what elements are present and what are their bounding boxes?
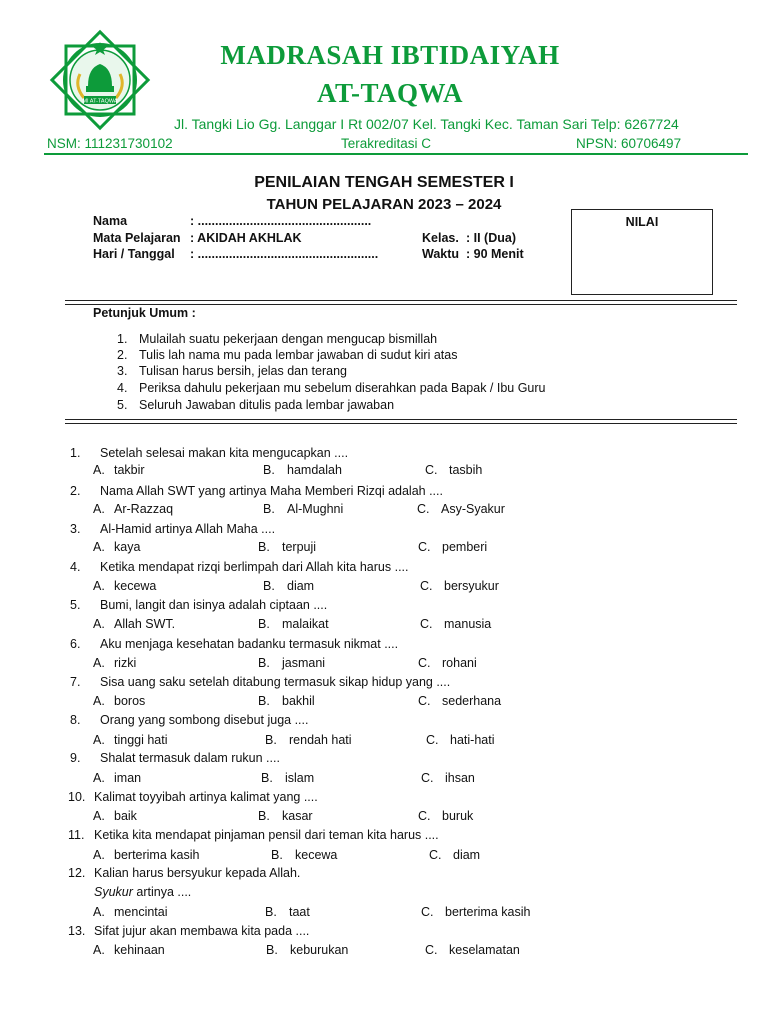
option-b-letter[interactable]: B. — [261, 771, 273, 785]
option-b-text[interactable]: rendah hati — [289, 733, 352, 747]
option-a-text[interactable]: Ar-Razzaq — [114, 502, 174, 516]
option-a-text[interactable]: Allah SWT. — [114, 617, 176, 631]
question-text: Ketika mendapat rizqi berlimpah dari Allah kita harus .... — [100, 560, 409, 574]
exam-year: TAHUN PELAJARAN 2023 – 2024 — [266, 196, 502, 213]
class-label: Kelas. — [422, 231, 459, 245]
option-a-letter[interactable]: A. — [93, 656, 105, 670]
option-b-letter[interactable]: B. — [265, 733, 277, 747]
option-a-text[interactable]: kecewa — [114, 579, 157, 593]
question-text: Sifat jujur akan membawa kita pada .... — [94, 924, 310, 938]
option-c-text[interactable]: buruk — [442, 809, 474, 823]
option-c-letter[interactable]: C. — [421, 771, 434, 785]
option-c-letter[interactable]: C. — [418, 809, 431, 823]
option-a-text[interactable]: kehinaan — [114, 943, 165, 957]
option-c-text[interactable]: bersyukur — [444, 579, 499, 593]
option-c-letter[interactable]: C. — [420, 617, 433, 631]
nsm-number: NSM: 111231730102 — [47, 136, 173, 151]
date-label: Hari / Tanggal — [93, 247, 175, 261]
option-c-text[interactable]: Asy-Syakur — [441, 502, 505, 516]
option-a-text[interactable]: tinggi hati — [114, 733, 168, 747]
option-a-text[interactable]: rizki — [114, 656, 137, 670]
option-c-text[interactable]: manusia — [444, 617, 492, 631]
option-a-text[interactable]: iman — [114, 771, 142, 785]
option-b-letter[interactable]: B. — [258, 617, 270, 631]
question-number: 12. — [68, 866, 86, 880]
option-c-letter[interactable]: C. — [418, 656, 431, 670]
question-text: Sisa uang saku setelah ditabung termasuk sikap hidup yang .... — [100, 675, 451, 689]
name-label: Nama — [93, 214, 128, 228]
option-c-letter[interactable]: C. — [425, 943, 438, 957]
option-b-text[interactable]: hamdalah — [287, 463, 342, 477]
question-number: 10. — [68, 790, 86, 804]
option-a-letter[interactable]: A. — [93, 848, 105, 862]
class-value: : II (Dua) — [466, 231, 516, 245]
instruction-item: Mulailah suatu pekerjaan dengan mengucap bismillah — [139, 332, 438, 346]
question-number: 3. — [70, 522, 81, 536]
question-text: Kalian harus bersyukur kepada Allah. — [94, 866, 301, 880]
option-c-text[interactable]: ihsan — [445, 771, 475, 785]
question-text: Kalimat toyyibah artinya kalimat yang .... — [94, 790, 318, 804]
question-text-line2 — [94, 885, 191, 899]
instruction-number: 2. — [117, 348, 128, 362]
question-number: 5. — [70, 598, 81, 612]
option-b-letter[interactable]: B. — [263, 463, 275, 477]
option-b-letter[interactable]: B. — [271, 848, 283, 862]
instruction-number: 1. — [117, 332, 128, 346]
option-c-letter[interactable]: C. — [418, 694, 431, 708]
question-number: 6. — [70, 637, 81, 651]
option-a-text[interactable]: takbir — [114, 463, 145, 477]
option-a-letter[interactable]: A. — [93, 694, 105, 708]
school-name-line1: MADRASAH IBTIDAIYAH — [220, 40, 560, 70]
instruction-number: 3. — [117, 364, 128, 378]
instruction-item: Periksa dahulu pekerjaan mu sebelum diserahkan pada Bapak / Ibu Guru — [139, 381, 546, 395]
date-field[interactable]: : .................................................... — [190, 247, 379, 261]
option-c-letter[interactable]: C. — [421, 905, 434, 919]
instruction-item: Tulis lah nama mu pada lembar jawaban di sudut kiri atas — [139, 348, 458, 362]
time-label: Waktu — [422, 247, 460, 261]
score-box[interactable] — [571, 209, 713, 295]
option-b-text[interactable]: bakhil — [282, 694, 315, 708]
school-logo — [44, 24, 156, 136]
option-a-text[interactable]: kaya — [114, 540, 141, 554]
option-c-letter[interactable]: C. — [420, 579, 433, 593]
header-divider — [44, 153, 748, 155]
option-b-text[interactable]: jasmani — [282, 656, 326, 670]
option-a-letter[interactable]: A. — [93, 905, 105, 919]
option-c-text[interactable]: rohani — [442, 656, 477, 670]
option-a-letter[interactable]: A. — [93, 502, 105, 516]
option-c-text[interactable]: hati-hati — [450, 733, 495, 747]
option-b-letter[interactable]: B. — [258, 656, 270, 670]
option-a-text[interactable]: baik — [114, 809, 137, 823]
option-a-text[interactable]: berterima kasih — [114, 848, 200, 862]
option-c-letter[interactable]: C. — [426, 733, 439, 747]
option-b-letter[interactable]: B. — [258, 809, 270, 823]
option-b-text[interactable]: malaikat — [282, 617, 329, 631]
option-b-text[interactable]: diam — [287, 579, 315, 593]
accreditation-status: Terakreditasi C — [341, 136, 432, 151]
instruction-item: Seluruh Jawaban ditulis pada lembar jawaban — [139, 398, 395, 412]
question-text: Aku menjaga kesehatan badanku termasuk nikmat .... — [100, 637, 399, 651]
question-text: Orang yang sombong disebut juga .... — [100, 713, 309, 727]
option-a-letter[interactable]: A. — [93, 463, 105, 477]
npsn-number: NPSN: 60706497 — [576, 136, 682, 151]
question-text-italic: Syukur — [94, 885, 133, 899]
instruction-number: 5. — [117, 398, 128, 412]
option-b-letter[interactable]: B. — [263, 502, 275, 516]
option-b-letter[interactable]: B. — [258, 540, 270, 554]
option-a-letter[interactable]: A. — [93, 617, 105, 631]
instructions-heading: Petunjuk Umum : — [93, 306, 196, 320]
option-b-letter[interactable]: B. — [258, 694, 270, 708]
question-text: Setelah selesai makan kita mengucapkan .... — [100, 446, 349, 460]
option-b-text[interactable]: islam — [285, 771, 315, 785]
score-label: NILAI — [625, 215, 659, 229]
school-address: Jl. Tangki Lio Gg. Langgar I Rt 002/07 Kel. Tangki Kec. Taman Sari Telp: 6267724 — [174, 116, 679, 132]
question-number: 13. — [68, 924, 86, 938]
question-number: 2. — [70, 484, 81, 498]
instruction-number: 4. — [117, 381, 128, 395]
option-c-text[interactable]: diam — [453, 848, 481, 862]
option-c-text[interactable]: pemberi — [442, 540, 488, 554]
question-text: Shalat termasuk dalam rukun .... — [100, 751, 280, 765]
question-number: 8. — [70, 713, 81, 727]
option-c-letter[interactable]: C. — [418, 540, 431, 554]
option-a-letter[interactable]: A. — [93, 943, 105, 957]
option-b-letter[interactable]: B. — [265, 905, 277, 919]
option-b-text[interactable]: keburukan — [290, 943, 349, 957]
option-b-text[interactable]: kecewa — [295, 848, 338, 862]
question-text: Al-Hamid artinya Allah Maha .... — [100, 522, 276, 536]
question-number: 11. — [68, 828, 85, 842]
option-c-text[interactable]: tasbih — [449, 463, 483, 477]
school-name-line2: AT-TAQWA — [316, 78, 464, 108]
option-a-letter[interactable]: A. — [93, 733, 105, 747]
svg-text:MI AT-TAQWA: MI AT-TAQWA — [82, 98, 118, 105]
subject-value: : AKIDAH AKHLAK — [190, 231, 302, 245]
instruction-item: Tulisan harus bersih, jelas dan terang — [139, 364, 347, 378]
subject-label: Mata Pelajaran — [93, 231, 181, 245]
option-b-text[interactable]: Al-Mughni — [287, 502, 344, 516]
question-text: Nama Allah SWT yang artinya Maha Memberi Rizqi adalah .... — [100, 484, 443, 498]
option-b-text[interactable]: taat — [289, 905, 310, 919]
exam-title: PENILAIAN TENGAH SEMESTER I — [254, 174, 514, 191]
option-c-letter[interactable]: C. — [417, 502, 430, 516]
option-a-text[interactable]: mencintai — [114, 905, 168, 919]
option-b-letter[interactable]: B. — [266, 943, 278, 957]
option-b-text[interactable]: terpuji — [282, 540, 317, 554]
option-a-text[interactable]: boros — [114, 694, 146, 708]
question-text: Bumi, langit dan isinya adalah ciptaan .... — [100, 598, 328, 612]
question-text-rest: artinya .... — [132, 885, 192, 899]
instructions-top-divider — [65, 300, 737, 305]
question-number: 9. — [70, 751, 81, 765]
time-value: : 90 Menit — [466, 247, 524, 261]
option-a-letter[interactable]: A. — [93, 540, 105, 554]
option-a-letter[interactable]: A. — [93, 809, 105, 823]
option-c-letter[interactable]: C. — [429, 848, 442, 862]
name-field[interactable]: : .................................................. — [190, 214, 372, 228]
option-a-letter[interactable]: A. — [93, 579, 105, 593]
option-c-text[interactable]: berterima kasih — [445, 905, 531, 919]
question-number: 4. — [70, 560, 81, 574]
option-c-text[interactable]: keselamatan — [449, 943, 520, 957]
question-text: Ketika kita mendapat pinjaman pensil dari teman kita harus .... — [94, 828, 439, 842]
option-b-text[interactable]: kasar — [282, 809, 313, 823]
instructions-bottom-divider — [65, 419, 737, 424]
question-number: 1. — [70, 446, 81, 460]
option-c-letter[interactable]: C. — [425, 463, 438, 477]
option-c-text[interactable]: sederhana — [442, 694, 502, 708]
option-b-letter[interactable]: B. — [263, 579, 275, 593]
option-a-letter[interactable]: A. — [93, 771, 105, 785]
question-number: 7. — [70, 675, 81, 689]
